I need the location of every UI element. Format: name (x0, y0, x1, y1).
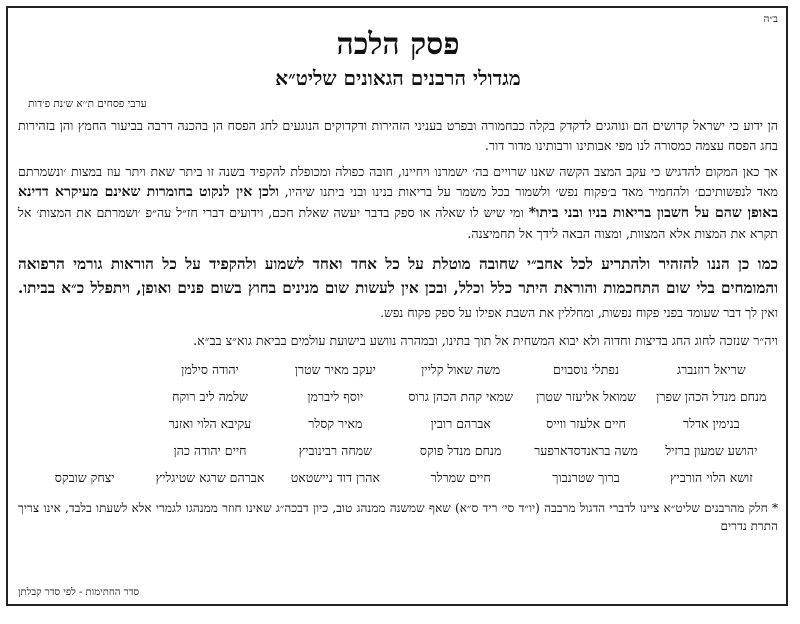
signer-name: יהושע שמעון ברזיל (665, 443, 758, 458)
signer-name: שלמה ליב רוקח (172, 389, 248, 404)
signer-name: יהודה סילמן (181, 362, 239, 377)
signer-name (22, 415, 147, 433)
paragraph-intro: הן ידוע כי ישראל קדושים הם ונוהגים לדקדק בקלה כבחמורה ובפרט בעניני הזהירות ודקדוקים הנוגעים לחג הפסח הן בהכנה דרבה בביעור החמץ והן בזהירות בחג הפסח עצמה כמסורה לנו מפי אבותינו ורבותינו מדור דור. (18, 118, 778, 153)
signer-name: בנימין אדלר (682, 416, 740, 431)
signer-name: אברהם שרגא שטיגליץ (155, 470, 265, 485)
signer-name: חיים יהודה כהן (173, 443, 247, 458)
signer-name: שמאי קהת הכהן גרוס (408, 389, 514, 404)
signer-name (22, 361, 147, 379)
signer-name: שמחה רבינוביץ (298, 443, 372, 458)
signer-name: זושא הלוי הורביץ (669, 470, 753, 485)
signer-name: אברהם רובין (430, 416, 491, 431)
signatures-grid (18, 361, 778, 487)
signer-name (22, 442, 147, 460)
document-body (18, 12, 778, 535)
warning-text: אך כאן המקום להדגיש כי עקב המצב הקשה שאנו שרויים בה׳ ישמרנו ויחיינו, חובה כפולה ומכופלת להקפיד בשנה זו ביתר שאת ויתר עוז במצות ׳ונשמרתם מאד לנפשותיכם׳ ולהחמיר מאד ב׳פקוח נפש׳ ולשמור בכל משמר על בריאות בנינו ובני ביתנו שיהיו, (18, 164, 778, 199)
warning-bold: ולכן אין לנקוט בחומרות שאינם מעיקרא דדינא באופן שהם על חשבון בריאות בניו ובני ביתו* (18, 184, 778, 221)
signer-name: שריאל רוזנברג (676, 362, 746, 377)
bh-mark: ב״ה (763, 14, 778, 25)
signer-name: יצחק שובקס (54, 470, 115, 485)
signer-name: יוסף ליברמן (307, 389, 364, 404)
signer-name: משה בראנדסדארפער (534, 443, 638, 458)
signer-name: עקיבא הלוי ואזנר (168, 416, 252, 431)
signer-name (22, 388, 147, 406)
instruction-bold: כמו כן הננו להזהיר ולהתריע לכל אחב״י שחובה מוטלת על כל אחד ואחד לשמוע ולהקפיד על כל הוראות גורמי הרפואה והמומחים בלי שום התחכמות והוראת היתר כלל וכלל, ובכן אין לעשות שום מנינים בחוץ בשום פנים ואופן, ויתפלל כ״א בביתו. (18, 255, 778, 297)
signer-name: אהרן דוד ניישטאט (290, 470, 380, 485)
page-subtitle: מגדולי הרבנים הגאונים שליט״א (275, 66, 521, 90)
signer-name: משה שאול קליין (421, 362, 501, 377)
instruction-tail: ואין לך דבר שעומד בפני פקוח נפשות, ומחללין את השבת אפילו על ספק פקוח נפש. (380, 305, 778, 320)
footnote: * חלק מהרבנים שליט״א ציינו לדברי הדגול מרבבה (יו״ד סי׳ ריד ס״א) שאף שמשנה ממנהג טוב, כיון דבכה״ג שאינו חוזר ממנהגו לגמרי אלא לשעתו בלבד, אינו צריך התרת נדרים (18, 501, 778, 533)
page-title: פסק הלכה (336, 27, 460, 62)
signer-name: חיים שמרלר (430, 470, 491, 485)
warning-end: ומי שיש לו שאלה או ספק בדבר יעשה שאלת חכם, וידועים דברי חז״ל עה״פ ׳ושמרתם את המצות׳ אל תקרא את המצות אלא המצוות, ומצוה הבאה לידך אל תחמיצנה. (18, 205, 778, 241)
signer-name: יעקב מאיר שטרן (294, 362, 376, 377)
document-frame (6, 6, 788, 606)
signer-name: מאיר קסלר (308, 416, 363, 431)
signer-name: שמואל אליעזר שטרן (536, 389, 636, 404)
date-line: ערבי פסחים ת׳׳א ש׳נת פ׳דות (28, 98, 147, 110)
signer-name: מנחם מנדל פוקס (419, 443, 502, 458)
signer-name: מנחם מנדל הכהן שפרן (656, 389, 767, 404)
closing-blessing: ויה״ר שנזכה לחוג החג בדיצות וחדוה ולא יבוא המשחית אל תוך בתינו, ובמהרה נוושע בישועת עולמים בביאת גוא״צ בב״א. (193, 333, 778, 348)
paragraph-warning (18, 162, 778, 244)
signer-name: ברוך שטרנבוך (552, 470, 620, 485)
paragraph-prayer-instruction (18, 252, 778, 325)
signer-name: נפתלי נוסבוים (553, 362, 620, 377)
signature-order-note: סדר החתימות - לפי סדר קבלתן (18, 587, 140, 598)
signer-name: חיים אלעזר ווייס (546, 416, 626, 431)
